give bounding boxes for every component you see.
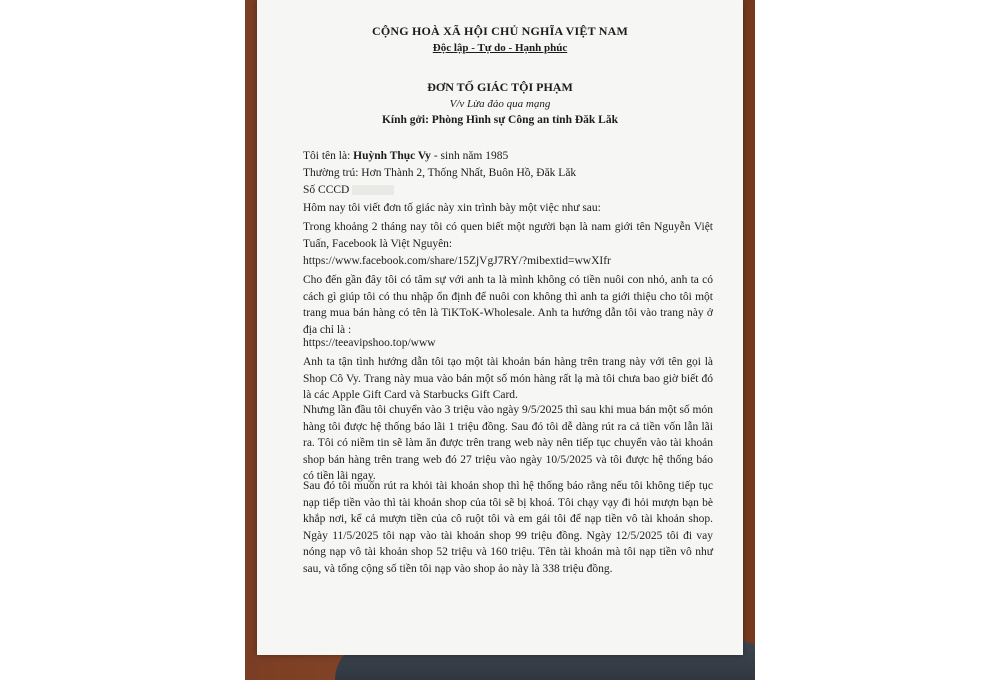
paragraph-4: Nhưng lần đầu tôi chuyển vào 3 triệu vào ngày 9/5/2025 thì sau khi mua bán một số món hàng tôi được hệ thống báo lãi 1 triệu đồng. Sau đó tôi dễ dàng rút ra cả tiền vốn lẫn lãi ra. Tôi có niềm tin sẽ làm ăn được trên trang web này nên tiếp tục chuyển vào tài khoản shop bán hàng trên trang web đó 27 triệu vào ngày 10/5/2025 và tôi được hệ thống báo có tiền lãi ngay. bbox=[303, 404, 713, 482]
document-title: ĐƠN TỐ GIÁC TỘI PHẠM bbox=[427, 80, 573, 94]
residence-line: Thường trú: Hơn Thành 2, Thống Nhất, Buôn Hồ, Đăk Lăk bbox=[303, 167, 577, 179]
paragraph-1: Trong khoảng 2 tháng nay tôi có quen biết một người bạn là nam giới tên Nguyễn Việt Tuấn, Facebook là Việt Nguyên: bbox=[303, 221, 713, 250]
document-subject: V/v Lừa đảo qua mạng bbox=[449, 98, 551, 110]
recipient: Kính gởi: Phòng Hình sự Công an tỉnh Đăk Lăk bbox=[381, 114, 618, 126]
paragraph-5: Sau đó tôi muốn rút ra khỏi tài khoản shop thì hệ thống báo rằng nếu tôi không tiếp tục nạp tiếp tiền vào thì tài khoản shop của tôi sẽ bị khoá. Tôi chạy vạy đi hỏi mượn bạn bè khắp nơi, kể cả mượn tiền của cô ruột tôi và em gái tôi để nạp tiền vô tài khoản shop. Ngày 11/5/2025 tôi nạp vào tài khoản shop 99 triệu đồng. Ngày 12/5/2025 tôi đi vay nóng nạp vô tài khoản shop 52 triệu và 160 triệu. Tên tài khoản mà tôi nạp tiền vô như sau, và tổng cộng số tiền tôi nạp vào shop ảo này là 338 triệu đồng. bbox=[303, 480, 713, 575]
name-line bbox=[303, 150, 508, 162]
intro-line: Hôm nay tôi viết đơn tố giác này xin trình bày một việc như sau: bbox=[303, 202, 601, 214]
motto: Độc lập - Tự do - Hạnh phúc bbox=[432, 42, 568, 54]
website-url: https://teeavipshoo.top/www bbox=[303, 337, 436, 349]
paragraph-3: Anh ta tận tình hướng dẫn tôi tạo một tài khoản bán hàng trên trang này với tên gọi là Shop Cô Vy. Trang này mua vào bán một số món hàng rất lạ mà tôi chưa bao giờ biết đó là các Apple Gift Card và Starbucks Gift Card. bbox=[303, 356, 713, 401]
birth-year: - sinh năm 1985 bbox=[430, 150, 509, 162]
id-label: Số CCCD bbox=[303, 184, 350, 196]
complainant-name: Huỳnh Thục Vy bbox=[353, 150, 431, 162]
paper-sheet bbox=[257, 0, 743, 655]
national-header: CỘNG HOÀ XÃ HỘI CHỦ NGHĨA VIỆT NAM bbox=[371, 24, 629, 38]
paragraph-2: Cho đến gần đây tôi có tâm sự với anh ta là mình không có tiền nuôi con nhỏ, anh ta có cách gì giúp tôi có thu nhập ổn định để nuôi con không thì anh ta giới thiệu cho tôi một trang mua bán hàng có tên là TiKToK-Wholesale. Anh ta hướng dẫn tôi vào trang này ở địa chỉ là : bbox=[303, 274, 713, 336]
id-line bbox=[303, 184, 394, 196]
facebook-url: https://www.facebook.com/share/15ZjVgJ7RY/?mibextid=wwXIfr bbox=[303, 255, 611, 267]
document-photo bbox=[245, 0, 755, 680]
redacted-id bbox=[352, 185, 394, 195]
name-prefix: Tôi tên là: bbox=[303, 150, 354, 162]
